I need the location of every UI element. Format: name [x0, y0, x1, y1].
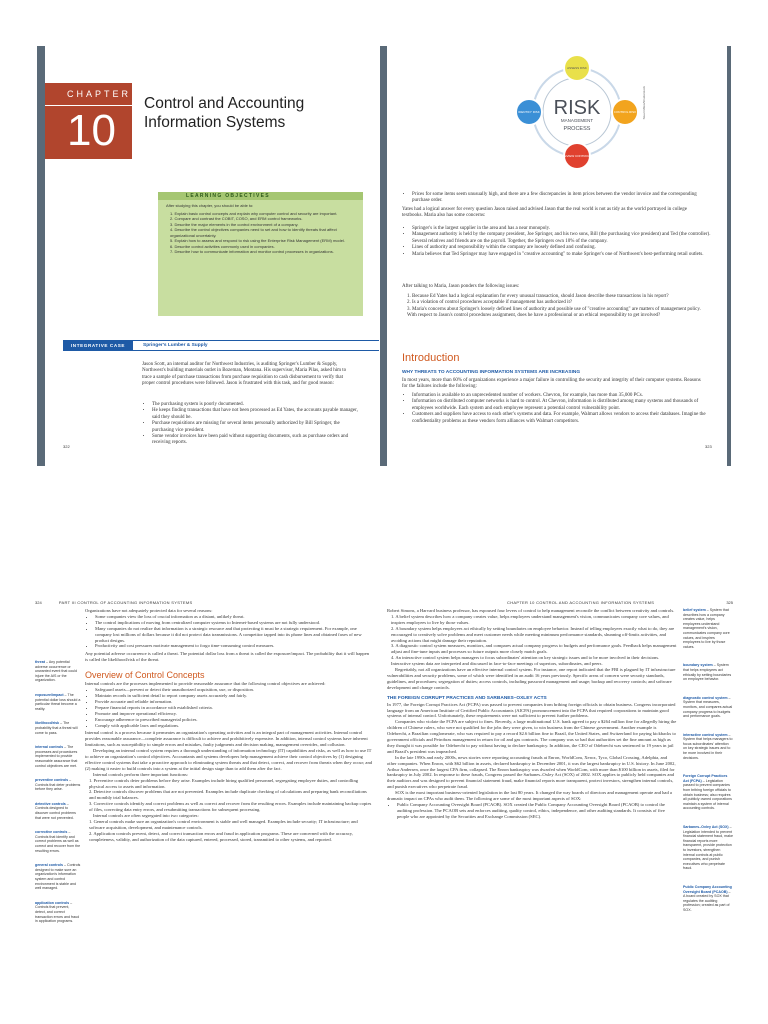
objective-item: 3. Describe the major elements in the control environment of a company.	[170, 221, 299, 227]
margin-note: exposure/impact – The potential dollar loss should a particular threat become a reality.	[35, 692, 81, 711]
levers-list	[387, 614, 677, 667]
list-item: • The control implications of moving from centralized computer systems to Internet-based systems are not fully understood.	[95, 620, 373, 626]
margin-note-term: exposure/impact	[35, 692, 64, 697]
margin-note-term: belief system	[683, 608, 706, 612]
margin-note-term: Foreign Corrupt Practices Act (FCPA)	[683, 774, 728, 783]
margin-note-text: The potential dollar loss should a particular threat become a reality.	[35, 692, 81, 711]
objectives-heading-bar	[158, 192, 363, 200]
fcpa-para4: SOX is the most important business-oriented legislation in the last 80 years. It changed the way boards of directors and management operate and had a dramatic impact on CPAs who audit them. The following are some of the most important aspects of SOX:	[387, 790, 672, 802]
risk-sub2: PROCESS	[563, 126, 591, 132]
risk-management-diagram	[477, 50, 677, 178]
margin-note-text: A board created by SOX that regulates the auditing profession; created as part of SOX.	[683, 894, 730, 912]
margin-note-text: System that measures, monitors, and compares actual company progress to budgets and performance goals.	[683, 700, 733, 719]
left-header	[35, 600, 375, 605]
fcpa-para2: Companies who violate the FCPA are subject to fines. Recently, a large multinational U.S. bank agreed to pay a $264 million fine for allegedly hiring the children of Chinese rulers, who were not qualified for the jobs they were given, to win business from the Chinese government. Another example is Odebrecht, a Brazilian conglomerate, who was required to pay a record $2.6 billion fine to Brazil, the United States, and Switzerland for paying kickbacks to government officials and Petrobras management in return for oil and gas contracts. The company was so bad that authorities set the fine amount as high as they thought it was possible for Odebrecht to pay without having to declare bankruptcy. In addition, the CEO of Odebrecht was sentenced to 19 years in jail and Brazil's president was impeached.	[387, 719, 677, 754]
left-body-column	[85, 608, 373, 843]
intro-subheading: WHY THREATS TO ACCOUNTING INFORMATION SYSTEMS ARE INCREASING	[402, 370, 581, 375]
list-item: • Prepare financial reports in accordance with established criteria.	[95, 705, 373, 711]
case-title: Springer's Lumber & Supply	[143, 343, 208, 348]
case-bullets	[142, 402, 362, 447]
margin-note: preventive controls – Controls that deter problems before they arise.	[35, 778, 81, 792]
left-bullets1	[85, 614, 373, 649]
issues-list	[407, 294, 702, 320]
numbered-item: 4. An interactive control system helps managers to focus subordinates' attention on key strategic issues and to be more involved in their decisions. Interactive system data are interpreted and discussed in face-to-face meetings of superiors, subordinates, and peers.	[391, 655, 660, 667]
list-item: • Many companies do not realize that information is a strategic resource and that protecting it must be a strategic requirement. For example, one company lost millions of dollars because it did not protect data transmissions. A competitor tapped into its phone lines and obtained faxes of new product designs.	[95, 626, 373, 644]
margin-note-term: application controls	[35, 900, 70, 905]
margin-note: general controls – Controls designed to make sure an organization's information system and control environment is stable and well managed.	[35, 863, 81, 891]
objectives-intro: After studying this chapter, you should be able to:	[166, 203, 254, 208]
objective-item: 6. Describe control activities commonly used in companies.	[170, 243, 275, 249]
right-header	[507, 600, 733, 605]
margin-note-text: System that describes how a company creates value, helps employees understand management's vision, communicates company core values, and inspires employees to live by those values.	[683, 608, 730, 649]
issue-item: 3. Maria's concerns about Springer's loosely defined lines of authority and possible use of "creative accounting" are matters of management policy. With respect to Jason's control procedures assignment, does he have a professional or an ethical responsibility to get involved?	[407, 306, 701, 319]
numbered-item: 1. Preventive controls deter problems before they arise. Examples include hiring qualified personnel, segregating employee duties, and controlling physical access to assets and information.	[89, 777, 359, 789]
chapter-title	[144, 94, 304, 132]
intro-para: In most years, more than 60% of organizations experience a major failure in controlling the security and integrity of their computer systems. Reasons for the failures include the following:	[402, 378, 701, 390]
objectives-heading: LEARNING OBJECTIVES	[186, 193, 270, 199]
margin-note: Public Company Accounting Oversight Board (PCAOB) – A board created by SOX that regulates the auditing profession; created as part of SOX.	[683, 884, 732, 912]
sox-bullets	[387, 802, 677, 820]
objective-item: 2. Compare and contrast the COBIT, COSO, and ERM control frameworks.	[170, 216, 303, 221]
left-para-process: Internal control is a process because it permeates an organization's operating activities and is an integral part of management activities. Internal control provides reasonable assurance—complete assurance is difficult to achieve and prohibitively expensive. In addition, internal control systems have inherent limitations, such as susceptibility to simple errors and mistakes, faulty judgments and decision making, management overrides, and collusion.	[85, 730, 368, 748]
case-paragraph: Jason Scott, an internal auditor for Northwest Industries, is auditing Springer's Lumber & Supply, Northwest's building materials outlet in Bozeman, Montana. His supervisor, Maria Pilas, asked him to trace a sample of purchase transactions from purchase requisition to cash disbursement to verify that proper control procedures were followed. Jason is frustrated with this task, and for good reason:	[142, 362, 347, 387]
numbered-item: 2. Detective controls discover problems that are not prevented. Examples include duplicate checking of calculations and preparing bank reconciliations and monthly trial balances.	[89, 789, 367, 801]
list-item: • Productivity and cost pressures motivate management to forgo time-consuming control measures.	[95, 643, 373, 649]
left-page	[45, 46, 380, 466]
list-item: • Encourage adherence to prescribed managerial policies.	[95, 717, 373, 723]
list-item: • Promote and improve operational efficiency.	[95, 711, 373, 717]
risk-word: RISK	[553, 97, 601, 119]
risk-sub1: MANAGEMENT	[560, 118, 594, 123]
numbered-item: 2. Application controls prevent, detect, and correct transaction errors and fraud in application programs. These are concerned with the accuracy, completeness, validity, and authorization of the data captured, entered, processed, stored, transmitted to other systems, and reported.	[89, 830, 353, 842]
left-margin-notes	[35, 660, 81, 934]
case-bullet: • Some vendor invoices have been paid without supporting documents, such as purchase orders and receiving reports.	[152, 434, 362, 447]
right-para-regret: Regrettably, not all organizations have an effective internal control system. For instance, one report indicated that the FBI is plagued by IT infrastructure vulnerabilities and security problems, some of which were identified in an audit 16 years previously. Specific areas of concern were security standards, guidelines, and procedures; segregation of duties; access controls, including password management and usage; backup and recovery controls; and software development and change controls.	[387, 667, 676, 690]
left-intro: Organizations have not adequately protected data for several reasons:	[85, 608, 213, 613]
case-tag: INTEGRATIVE CASE	[63, 341, 133, 350]
left-para-threat: Any potential adverse occurrence is called a threat. The potential dollar loss from a threat is called the exposure/impact. The probability that it will happen is called the likelihood/risk of the threat.	[85, 651, 370, 663]
list-item: • Prices for some items seem unusually high, and there are a few discrepancies in item prices between the vendor invoice and the corresponding purchase order.	[412, 192, 712, 205]
fcpa-heading: THE FOREIGN CORRUPT PRACTICES AND SARBANES–OXLEY ACTS	[387, 695, 547, 701]
margin-note-text: System that helps managers to focus subordinates' attention on key strategic issues and to be more involved in their decisions.	[683, 737, 733, 760]
spread-body-pages	[35, 600, 733, 1018]
margin-note-term: detective controls	[35, 801, 66, 806]
margin-note-text: The processes and procedures implemented to provide reasonable assurance that control objectives are met.	[35, 745, 78, 768]
chapter-title-line1: Control and Accounting	[144, 95, 305, 112]
margin-note: corrective controls – Controls that identify and correct problems as well as correct and recover from the resulting errors.	[35, 830, 81, 853]
right-para2: After talking to Maria, Jason ponders the following issues:	[402, 284, 520, 289]
margin-note: detective controls – Controls designed to discover control problems that were not prevented.	[35, 801, 76, 820]
margin-note-term: diagnostic control system	[683, 695, 728, 700]
issue-item: 2. Is a violation of control procedures acceptable if management has authorized it?	[407, 300, 573, 306]
left-header-pagenum: 324	[35, 600, 42, 605]
numbered-item: 1. General controls make sure an organization's control environment is stable and well managed. Examples include security; IT infrastructure; and software acquisition, development, and maintenance controls.	[89, 819, 358, 830]
numbered-item: 3. A diagnostic control system measures, monitors, and compares actual company progress to budgets and performance goals. Feedback helps management adjust and fine-tune inputs and processes so future outputs more closely match goals.	[391, 643, 677, 655]
objectives-bullets	[85, 687, 373, 728]
list-item: • Provide accurate and reliable information.	[95, 699, 373, 705]
list-item: • Customers and suppliers have access to each other's systems and data. For example, Walmart allows vendors to access their databases. Imagine the confidentiality problems as these vendors form alliances with Walmart competitors.	[412, 412, 712, 425]
integrative-case-bar	[63, 340, 379, 351]
margin-note: belief system – System that describes how a company creates value, helps employees understand management's vision, communicates company core values, and inspires employees to live by those values.	[683, 608, 730, 649]
fcpa-para1: In 1977, the Foreign Corrupt Practices Act (FCPA) was passed to prevent companies from bribing foreign officials to obtain business. Congress incorporated language from an American Institute of Certified Public Accountants (AICPA) pronouncement into the FCPA that required corporations to maintain good systems of internal control. Unfortunately, these requirements were not sufficient to prevent further problems.	[387, 701, 676, 719]
margin-note-text: The probability that a threat will come to pass.	[35, 721, 78, 735]
list-item: • Information on distributed computer networks is hard to control. At Chevron, information is distributed among many systems and thousands of employees worldwide. Each system and each employee represent a potential control vulnerability point.	[412, 399, 712, 412]
numbered-item: 3. Corrective controls identify and correct problems as well as correct and recover from the resulting errors. Examples include maintaining backup copies of files, correcting data entry errors, and resubmitting transactions for subsequent processing.	[89, 801, 372, 813]
margin-note-text: Controls that prevent, detect, and correct transaction errors and fraud in application programs.	[35, 905, 80, 924]
chapter-banner	[45, 83, 132, 159]
control-label: CONTROL RISK	[613, 110, 637, 114]
identify-label: IDENTIFY RISK	[518, 110, 540, 114]
objective-item: 5. Explain how to assess and respond to risk using the Enterprise Risk Management (ERM) model.	[170, 238, 345, 243]
list-item: • Comply with applicable laws and regulations.	[95, 723, 373, 729]
left-page-number: 322	[63, 444, 70, 449]
right-para-simons: Robert Simons, a Harvard business professor, has espoused four levers of control to help management reconcile the conflict between creativity and controls.	[387, 608, 675, 613]
numbered-item: 2. A boundary system helps employees act ethically by setting boundaries on employee behavior. Instead of telling employees exactly what to do, they are encouraged to creatively solve problems and meet customer needs while meeting minimum performance standards, shunning off-limits activities, and avoiding actions that might damage their reputation.	[391, 625, 675, 643]
right-header-title: CHAPTER 10 CONTROL AND ACCOUNTING INFORMATION SYSTEMS	[507, 600, 655, 605]
margin-note: Sarbanes–Oxley Act (SOX) – Legislation intended to prevent financial statement fraud, make financial reports more transparent, provide protection to investors, strengthen internal controls at public companies, and punish executives who perpetrate fraud.	[683, 825, 733, 871]
categories-list	[85, 819, 373, 843]
margin-note: boundary system – System that helps employees act ethically by setting boundaries on employee behavior.	[683, 663, 732, 682]
case-bullet: • He keeps finding transactions that have not been processed as Ed Yates, the accounts payable manager, said they should be.	[152, 408, 362, 421]
margin-note-term: corrective controls	[35, 830, 68, 835]
right-page-number: 323	[705, 444, 712, 449]
right-bullets2	[402, 226, 712, 258]
learning-objectives-box	[158, 192, 363, 316]
right-body-column	[387, 608, 677, 820]
right-para1: Yates had a logical answer for every question Jason raised and advised Jason that the real world is not as tidy as the world portrayed in college textbooks. Maria also has some concerns:	[402, 207, 687, 219]
list-item: • Maintain records in sufficient detail to report company assets accurately and fairly.	[95, 693, 373, 699]
left-header-title: PART III CONTROL OF ACCOUNTING INFORMATION SYSTEMS	[58, 600, 193, 605]
left-para-cat: Internal controls are often segregated into two categories:	[93, 813, 199, 819]
list-item: • Management authority is held by the company president, Joe Springer, and his two sons, Bill (the purchasing vice president) and Ted (the controller). Several relatives and friends are on the payroll. Together, the Springers own 10% of the company.	[412, 232, 712, 245]
photo-credit: Stuart Miles/Shutterstock	[642, 86, 646, 120]
assess-label: ASSESS RISK	[567, 66, 587, 70]
left-para-func: Internal controls perform three important functions:	[93, 771, 189, 777]
functions-list	[85, 778, 373, 813]
margin-note: Foreign Corrupt Practices Act (FCPA) – Legislation passed to prevent companies from bribing foreign officials to obtain business; also requires all publicly owned corporations maintain a system of internal accounting controls.	[683, 774, 732, 811]
margin-note-text: System that helps employees act ethically by setting boundaries on employee behavior.	[683, 663, 732, 682]
list-item: • Information is available to an unprecedented number of workers. Chevron, for example, has more than 35,000 PCs.	[412, 393, 712, 399]
margin-note-term: general controls	[35, 863, 63, 868]
case-bullet: • Purchase requisitions are missing for several items personally authorized by Bill Springer, the purchasing vice president.	[152, 421, 362, 434]
chapter-word: CHAPTER	[67, 89, 132, 99]
margin-note-text: Legislation intended to prevent financial statement fraud, make financial reports more transparent, provide protection to investors, strengthen internal controls at public companies, and punish executives who perpetrate fraud.	[683, 829, 733, 871]
margin-note-term: likelihood/risk	[35, 721, 60, 726]
left-para-dev: Developing an internal control system requires a thorough understanding of information technology (IT) capabilities and risks, as well as how to use IT to achieve an organization's control objectives. Accountants and systems developers help management achieve their control objectives by (1) designing effective control systems that take a proactive approach to eliminating system threats and that detect, correct, and recover from threats when they occur; and (2) making it easier to build controls into a system at the initial design stage than to add them after the fact.	[85, 748, 373, 771]
margin-note-text: Controls designed to make sure an organization's information system and control environment is stable and well managed.	[35, 863, 81, 891]
margin-note-text: Legislation passed to prevent companies from bribing foreign officials to obtain business; also requires all publicly owned corporations maintain a system of internal accounting controls.	[683, 778, 732, 811]
margin-note-text: Controls designed to discover control problems that were not prevented.	[35, 806, 76, 820]
overview-heading: Overview of Control Concepts	[85, 670, 205, 681]
chapter-title-line2: Information Systems	[144, 114, 286, 131]
case-bullet: • The purchasing system is poorly documented.	[152, 402, 362, 408]
overview-para: Internal controls are the processes implemented to provide reasonable assurance that the following control objectives are achieved:	[85, 681, 326, 687]
margin-note-text: Controls that deter problems before they arise.	[35, 782, 81, 792]
margin-note: likelihood/risk – The probability that a threat will come to pass.	[35, 721, 78, 735]
spread-chapter-opener	[37, 46, 731, 466]
fcpa-para3: In the late 1990s and early 2000s, news stories were reporting accounting frauds at Enron, WorldCom, Xerox, Tyco, Global Crossing, Adelphia, and other companies. When Enron, with $62 billion in assets, declared bankruptcy in December 2001, it was the largest bankruptcy in U.S. history. In June 2002, Arthur Andersen, once the largest CPA firm, collapsed. The Enron bankruptcy was dwarfed when WorldCom, with more than $100 billion in assets, filed for bankruptcy in July 2002. In response to these frauds, Congress passed the Sarbanes–Oxley Act (SOX) of 2002. SOX applies to publicly held companies and their auditors and was designed to prevent financial statement fraud, make financial reports more transparent, protect investors, strengthen internal controls, and punish executives who perpetrate fraud.	[387, 754, 676, 790]
margin-note: diagnostic control system – System that measures, monitors, and compares actual company progress to budgets and performance goals.	[683, 695, 733, 719]
intro-heading: Introduction	[402, 352, 460, 364]
margin-note-term: Public Company Accounting Oversight Board (PCAOB)	[683, 884, 732, 894]
list-item: • Maria believes that Ted Springer may have engaged in "creative accounting" to make Springer's one of Northwest's best-performing retail outlets.	[412, 252, 712, 258]
intro-bullets	[402, 393, 712, 425]
list-item: • Lines of authority and responsibility within the company are loosely defined and confusing.	[412, 245, 712, 251]
right-bullets-top	[402, 192, 712, 205]
right-header-pagenum: 325	[726, 600, 733, 605]
margin-note-term: interactive control system	[683, 732, 728, 737]
margin-note: threat – Any potential adverse occurrence or unwanted event that could injure the AIS or the organization.	[35, 660, 77, 683]
right-margin-notes	[683, 608, 733, 927]
objectives-list	[158, 211, 363, 255]
margin-note-term: preventive controls	[35, 778, 69, 783]
margin-note-term: boundary system	[683, 663, 713, 668]
list-item: • Safeguard assets—prevent or detect their unauthorized acquisition, use, or disposition.	[95, 687, 373, 693]
list-item: • Springer's is the largest supplier in the area and has a near monopoly.	[412, 226, 712, 232]
objective-item: 1. Explain basic control concepts and explain why computer control and security are important.	[170, 210, 338, 216]
margin-note-term: Sarbanes–Oxley Act (SOX)	[683, 825, 729, 829]
right-page	[387, 46, 727, 466]
review-label: REVIEW CONTROLS	[562, 154, 592, 158]
chapter-number: 10	[67, 106, 116, 155]
margin-note: interactive control system – System that helps managers to focus subordinates' attention on key strategic issues and to be more involved in their decisions.	[683, 732, 733, 760]
margin-note: application controls – Controls that prevent, detect, and correct transaction errors and fraud in application programs.	[35, 900, 80, 924]
objective-item: 7. Describe how to communicate information and monitor control processes in organizations.	[170, 249, 334, 254]
numbered-item: 1. A belief system describes how a company creates value, helps employees understand management's vision, communicates company core values, and inspires employees to live by those values.	[391, 613, 669, 625]
margin-note-term: internal controls	[35, 745, 64, 750]
issue-item: 1. Because Ed Yates had a logical explanation for every unusual transaction, should Jason describe these transactions in his report?	[407, 294, 669, 299]
margin-note: internal controls – The processes and procedures implemented to provide reasonable assurance that control objectives are met.	[35, 745, 78, 768]
margin-note-term: threat	[35, 660, 45, 664]
list-item: • Public Company Accounting Oversight Board (PCAOB). SOX created the Public Company Accounting Oversight Board (PCAOB) to control the auditing profession. The PCAOB sets and enforces auditing, quality control, ethics, independence, and other auditing standards. It consists of five people who are appointed by the Securities and Exchange Commission (SEC).	[397, 802, 677, 820]
objective-item: 4. Describe the control objectives companies need to set and how to identify threats that affect organizational uncertainty.	[170, 227, 337, 238]
margin-note-text: Controls that identify and correct problems as well as correct and recover from the resulting errors.	[35, 834, 81, 853]
margin-note-text: Any potential adverse occurrence or unwanted event that could injure the AIS or the organization.	[35, 660, 77, 683]
list-item: • Some companies view the loss of crucial information as a distant, unlikely threat.	[95, 614, 373, 620]
